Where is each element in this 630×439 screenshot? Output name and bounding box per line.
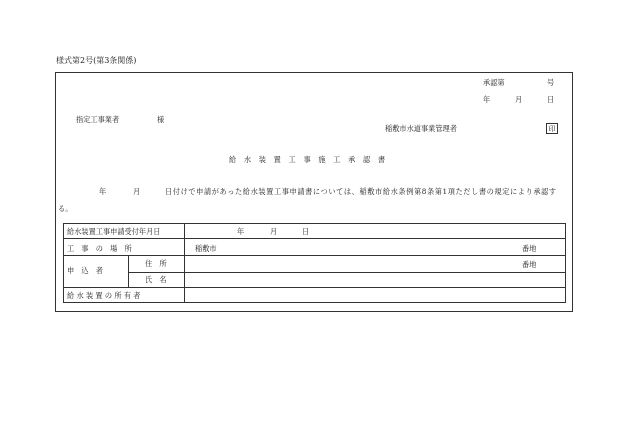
approval-number-unit: 号 xyxy=(547,78,555,87)
application-date-label: 給水装置工事申請受付年月日 xyxy=(67,227,161,236)
seal-mark: 印 xyxy=(546,123,558,134)
applicant-address-label: 住 所 xyxy=(145,259,167,268)
body-text: 日付けで申請があった給水装置工事申請書については、稲敷市給水条例第8条第1項ただし書の規定により承認す xyxy=(165,187,557,196)
applicant-name-label: 氏 名 xyxy=(145,275,167,284)
form-number-label: 様式第2号(第3条関係) xyxy=(56,56,137,65)
work-location-lot: 番地 xyxy=(522,244,537,253)
applicant-address-lot: 番地 xyxy=(522,260,537,269)
table-divider xyxy=(128,255,129,287)
table-divider xyxy=(64,287,565,288)
document-title: 給水装置工事施工承認書 xyxy=(229,155,393,164)
issue-date-month: 月 xyxy=(515,95,523,104)
application-date-month: 月 xyxy=(270,227,278,236)
issue-date-day: 日 xyxy=(547,95,555,104)
work-location-city: 稲敷市 xyxy=(195,244,217,253)
table-divider xyxy=(64,238,565,239)
table-divider xyxy=(128,272,565,273)
body-month: 月 xyxy=(133,187,141,196)
approval-number-label: 承認第 xyxy=(483,78,505,87)
body-text-end: る。 xyxy=(58,204,73,213)
addressee-honorific: 様 xyxy=(157,115,165,124)
application-date-day: 日 xyxy=(302,227,310,236)
applicant-label: 申 込 者 xyxy=(67,266,103,275)
application-date-year: 年 xyxy=(237,227,245,236)
issuer-title: 稲敷市水道事業管理者 xyxy=(385,124,457,133)
issue-date-year: 年 xyxy=(483,95,491,104)
table-divider xyxy=(64,255,565,256)
table-divider xyxy=(184,224,185,302)
addressee-name: 指定工事業者 xyxy=(76,115,120,124)
body-year: 年 xyxy=(99,187,107,196)
application-info-table xyxy=(63,223,566,303)
work-location-label: 工 事 の 場 所 xyxy=(67,244,132,253)
owner-label: 給 水 装 置 の 所 有 者 xyxy=(67,291,141,300)
